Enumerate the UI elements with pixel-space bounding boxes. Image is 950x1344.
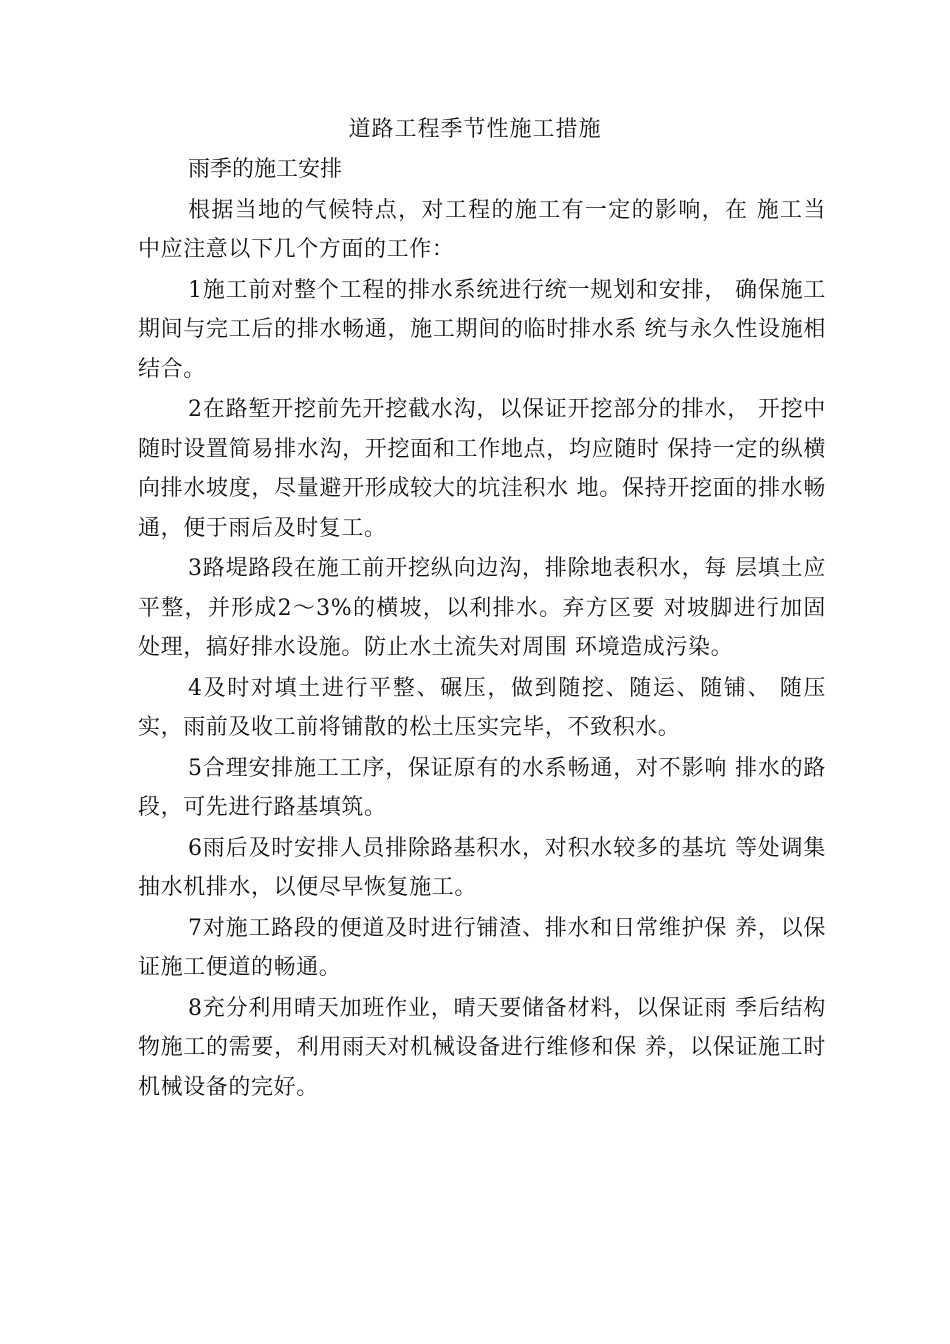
section-heading: 雨季的施工安排 (188, 157, 343, 182)
document-title: 道路工程季节性施工措施 (348, 117, 602, 142)
list-item: 6雨后及时安排人员排除路基积水，对积水较多的基坑 等处调集抽水机排水，以便尽早恢复施工。 (138, 835, 826, 900)
list-item: 4及时对填土进行平整、碾压，做到随挖、随运、随铺、 随压实，雨前及收工前将铺散的松土压实完毕，不致积水。 (138, 675, 826, 740)
list-item: 7对施工路段的便道及时进行铺渣、排水和日常维护保 养，以保证施工便道的畅通。 (138, 915, 826, 980)
list-item: 2在路堑开挖前先开挖截水沟，以保证开挖部分的排水， 开挖中随时设置简易排水沟，开挖面和工作地点，均应随时 保持一定的纵横向排水坡度，尽量避开形成较大的坑洼积水 地。保持开挖面的排水畅通，便于雨后及时复工。 (138, 397, 826, 541)
intro-paragraph: 根据当地的气候特点，对工程的施工有一定的影响，在 施工当中应注意以下几个方面的工作： (138, 197, 826, 262)
list-item: 5合理安排施工工序，保证原有的水系畅通，对不影响 排水的路段，可先进行路基填筑。 (138, 755, 826, 820)
list-item: 3路堤路段在施工前开挖纵向边沟，排除地表积水，每 层填土应平整，并形成2〜3%的横坡，以利排水。弃方区要 对坡脚进行加固处理，搞好排水设施。防止水土流失对周围 环境造成污染。 (138, 556, 826, 660)
list-item: 8充分利用晴天加班作业，晴天要储备材料，以保证雨 季后结构物施工的需要，利用雨天对机械设备进行维修和保 养，以保证施工时机械设备的完好。 (138, 995, 826, 1100)
document-body (138, 150, 826, 1108)
list-item: 1施工前对整个工程的排水系统进行统一规划和安排， 确保施工期间与完工后的排水畅通，施工期间的临时排水系 统与永久性设施相结合。 (138, 277, 826, 382)
